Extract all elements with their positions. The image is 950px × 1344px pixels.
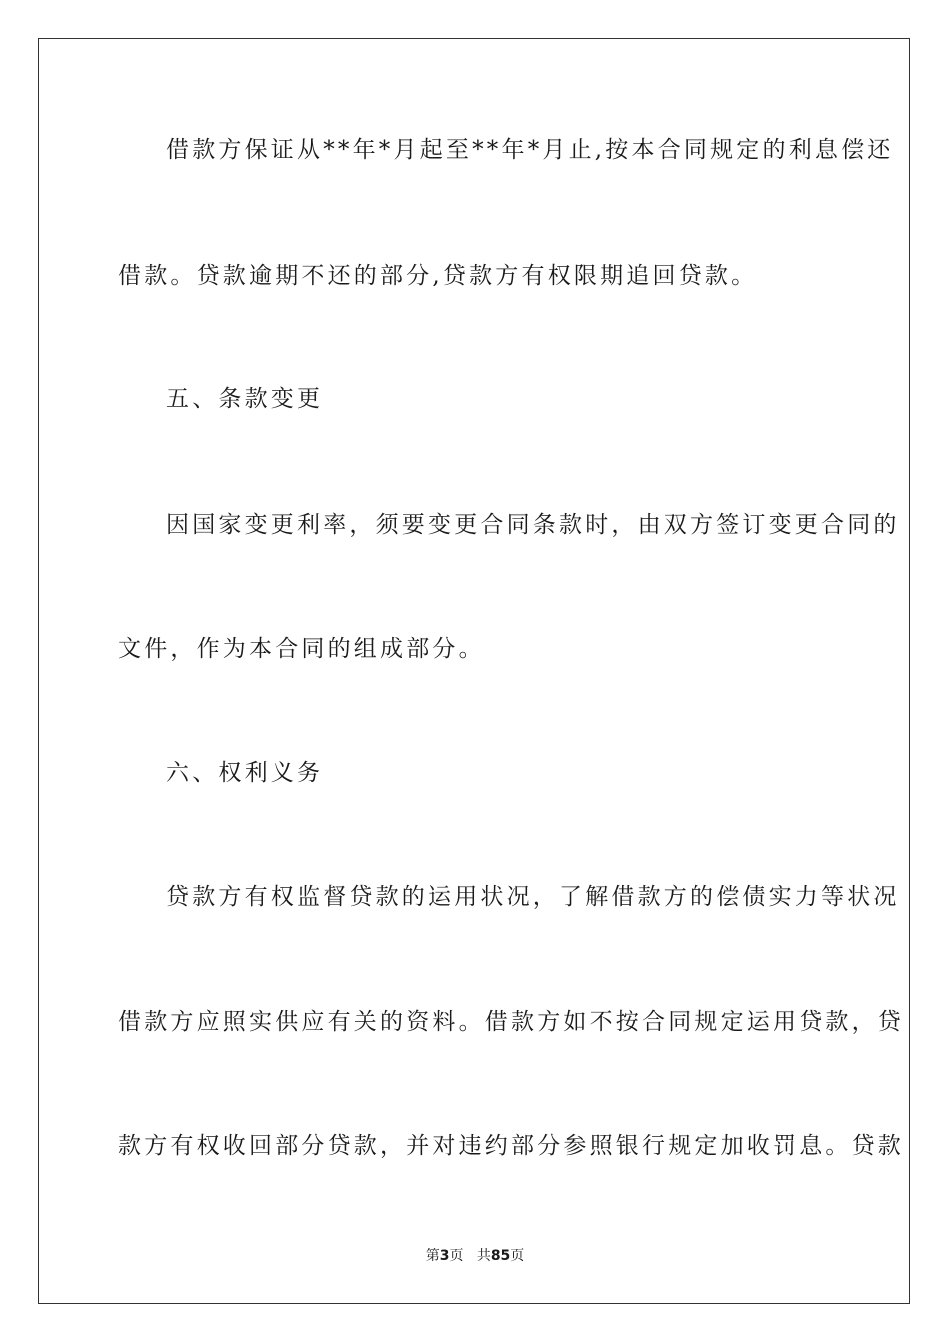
- total-page-number: 85: [490, 1248, 511, 1264]
- section-heading-6: 六、权利义务: [166, 760, 324, 786]
- page-border: [38, 38, 910, 1304]
- paragraph-line-1: 借款方保证从**年*月起至**年*月止,按本合同规定的利息偿还: [166, 137, 894, 163]
- section-heading-5: 五、条款变更: [166, 386, 324, 412]
- paragraph-line-3: 因国家变更利率，须要变更合同条款时，由双方签订变更合同的: [166, 512, 900, 538]
- paragraph-line-4: 文件，作为本合同的组成部分。: [118, 636, 485, 662]
- footer-page-label: 页: [449, 1248, 464, 1264]
- paragraph-line-7: 款方有权收回部分贷款，并对违约部分参照银行规定加收罚息。贷款: [118, 1133, 904, 1159]
- page-footer: [0, 1246, 950, 1266]
- paragraph-line-6: 借款方应照实供应有关的资料。借款方如不按合同规定运用贷款，贷: [118, 1009, 904, 1035]
- paragraph-line-2: 借款。贷款逾期不还的部分,贷款方有权限期追回贷款。: [118, 263, 758, 289]
- footer-total-prefix: 共: [476, 1248, 491, 1264]
- footer-total-label: 页: [510, 1248, 525, 1264]
- current-page-number: 3: [439, 1248, 450, 1264]
- paragraph-line-5: 贷款方有权监督贷款的运用状况，了解借款方的偿债实力等状况: [166, 884, 900, 910]
- footer-prefix: 第: [425, 1248, 440, 1264]
